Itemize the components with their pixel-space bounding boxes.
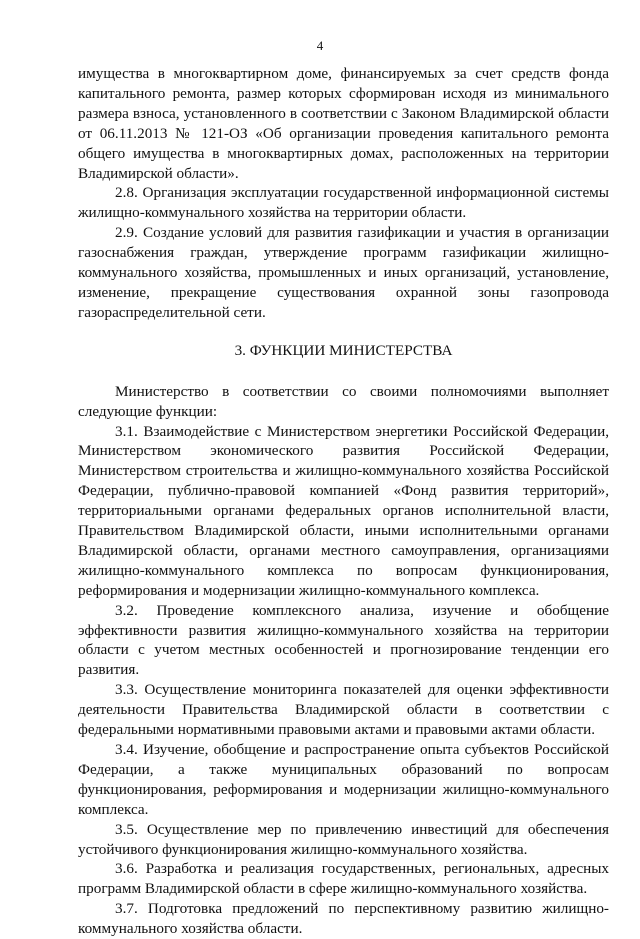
paragraph-2-8: 2.8. Организация эксплуатации государственной информационной системы жилищно-коммунального хозяйства на территории области. <box>78 184 609 222</box>
paragraph-3-1: 3.1. Взаимодействие с Министерством энергетики Российской Федерации, Министерством экономического развития Российской Федерации, Министерством строительства и жилищно-коммунального хозяйства Российской Федерации, публично-правовой компанией «Фонд развития территорий», территориальными органами федеральных органов исполнительной власти, Правительством Владимирской области, иными исполнительными органами Владимирской области, органами местного самоуправления, организациями жилищно-коммунального комплекса по вопросам функционирования, реформирования и модернизации жилищно-коммунального комплекса. <box>78 422 609 599</box>
paragraph-2-9: 2.9. Создание условий для развития газификации и участия в организации газоснабжения граждан, утверждение программ газификации жилищно-коммунального хозяйства, промышленных и иных организаций, установление, изменение, прекращение существования охранной зоны газопровода газораспределительной сети. <box>78 224 609 321</box>
paragraph-intro: Министерство в соответствии со своими полномочиями выполняет следующие функции: <box>78 382 609 420</box>
paragraph-3-6: 3.6. Разработка и реализация государственных, региональных, адресных программ Владимирской области в сфере жилищно-коммунального хозяйства. <box>78 860 609 898</box>
paragraph-3-3: 3.3. Осуществление мониторинга показателей для оценки эффективности деятельности Правительства Владимирской области в соответствии с федеральными нормативными правовыми актами и правовыми актами области. <box>78 681 609 739</box>
page-number: 4 <box>316 38 324 53</box>
paragraph-3-5: 3.5. Осуществление мер по привлечению инвестиций для обеспечения устойчивого функционирования жилищно-коммунального хозяйства. <box>78 820 609 858</box>
paragraph-3-4: 3.4. Изучение, обобщение и распространение опыта субъектов Российской Федерации, а также муниципальных образований по вопросам функционирования, реформирования и модернизации жилищно-коммунального комплекса. <box>78 741 609 818</box>
document-body <box>78 64 609 939</box>
section-heading: 3. ФУНКЦИИ МИНИСТЕРСТВА <box>234 341 453 359</box>
paragraph-3-2: 3.2. Проведение комплексного анализа, изучение и обобщение эффективности развития жилищно-коммунального хозяйства на территории области с учетом местных особенностей и прогнозирование тенденции его развития. <box>78 601 609 679</box>
paragraph-3-7: 3.7. Подготовка предложений по перспективному развитию жилищно-коммунального хозяйства области. <box>78 900 609 938</box>
paragraph-continuation: имущества в многоквартирном доме, финансируемых за счет средств фонда капитального ремонта, размер которых сформирован исходя из минимального размера взноса, установленного в соответствии с Законом Владимирской области от 06.11.2013 № 121-ОЗ «Об организации проведения капитального ремонта общего имущества в многоквартирных домах, расположенных на территории Владимирской области». <box>78 65 609 182</box>
